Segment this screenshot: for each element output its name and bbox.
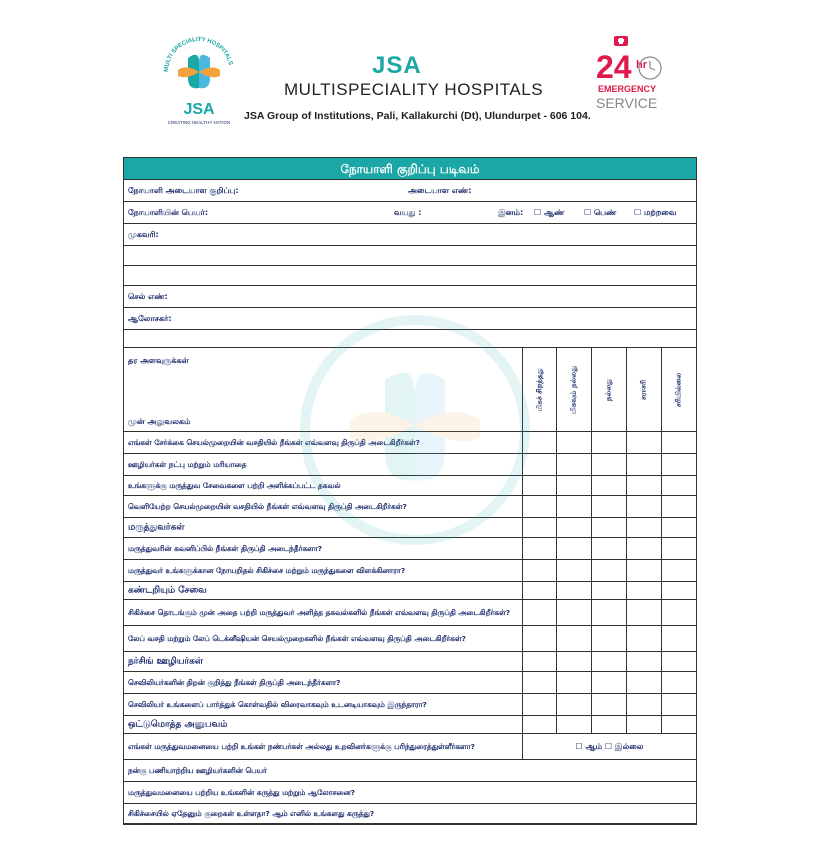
col-poor: சரியில்லை: [661, 348, 696, 431]
gender-option-other[interactable]: ☐ மற்றவை: [634, 207, 677, 217]
age-label: வயது :: [394, 207, 422, 217]
emergency-number: 24: [596, 49, 632, 85]
hospital-logo: [158, 30, 240, 130]
question-row-recommend[interactable]: எங்கள் மருத்துவமனையை பற்றி உங்கள் நண்பர்கள் அல்லது உறவினர்களுக்கு பரிந்துரைத்துள்ளீர்களா? ☐ ஆம் ☐ இல்லை: [124, 734, 696, 760]
quality-label: தர அளவுருக்கள்: [128, 356, 189, 365]
form-title: நோயாளி குறிப்பு படிவம்: [124, 158, 696, 180]
address-line-2[interactable]: [124, 246, 696, 266]
gender-option-female[interactable]: ☐ பெண்: [584, 207, 617, 217]
address-label: முகவரி:: [128, 229, 159, 239]
question-row-feedback[interactable]: மருத்துவமனையை பற்றிய உங்களின் கருத்து மற்றும் ஆலோசனை?: [124, 782, 696, 804]
section-doctors: மருத்துவர்கள்: [124, 518, 696, 538]
emergency-service-word: SERVICE: [596, 95, 658, 111]
patient-id-label: நோயாளி அடையாள குறிப்பு:: [128, 185, 239, 195]
gender-option-male[interactable]: ☐ ஆண்: [534, 207, 565, 217]
gender-label: இனம்:: [498, 207, 524, 217]
col-good: நல்லது: [591, 348, 626, 431]
question-row[interactable]: செவிலியர் உங்களைப் பார்த்துக் கொள்வதில் விரைவாகவும் உடனடியாகவும் இருந்தாரா?: [124, 694, 696, 716]
consultant-label: ஆலோசகர்:: [128, 313, 172, 323]
feedback-form: [123, 157, 697, 825]
question-row[interactable]: எங்கள் சேர்க்கை செயல்முறையின் வசதியில் நீங்கள் எவ்வளவு திருப்தி அடைகிறீர்கள்?: [124, 432, 696, 454]
brand-full: MULTISPECIALITY HOSPITALS: [284, 80, 544, 99]
question-row[interactable]: மருத்துவரின் கவனிப்பில் நீங்கள் திருப்தி அடைந்தீர்களா?: [124, 538, 696, 560]
emergency-word: EMERGENCY: [598, 84, 657, 94]
col-average: சராசரி: [626, 348, 661, 431]
question-row[interactable]: செவிலியர்களின் திறன் குறித்து நீங்கள் திருப்தி அடைந்தீர்களா?: [124, 672, 696, 694]
logo-tagline: CREATING HEALTHY NATION: [167, 120, 231, 125]
phone-row[interactable]: [124, 286, 696, 308]
section-diagnostic: கண்டறியும் சேவை: [124, 582, 696, 600]
section-nursing: நர்சிங் ஊழியர்கள்: [124, 652, 696, 672]
question-row[interactable]: வெளியேற்ற செயல்முறையின் வசதியில் நீங்கள் எவ்வளவு திருப்தி அடைகிறீர்கள்?: [124, 496, 696, 518]
rating-header: [124, 348, 696, 432]
logo-name: JSA: [183, 101, 215, 118]
address-row[interactable]: [124, 224, 696, 246]
section-overall: ஒட்டுமொத்த அனுபவம்: [124, 716, 696, 734]
question-row[interactable]: ஊழியர்கள் நட்பு மற்றும் மரியாதை: [124, 454, 696, 476]
patient-name-row[interactable]: [124, 202, 696, 224]
question-row-staff-name[interactable]: நன்கு பணியாற்றிய ஊழியர்களின் பெயர்: [124, 760, 696, 782]
emergency-unit: hr: [636, 59, 647, 71]
patient-name-label: நோயாளியின் பெயர்:: [128, 207, 209, 217]
blank-row: [124, 330, 696, 348]
consultant-row[interactable]: [124, 308, 696, 330]
col-excellent: மிகச் சிறந்தது: [522, 348, 556, 431]
question-row[interactable]: சிகிச்சை தொடங்கும் முன் அதை பற்றி மருத்துவர் அளித்த தகவல்களில் நீங்கள் எவ்வளவு திருப்தி அடைகிறீர்கள்?: [124, 600, 696, 626]
front-office-label: முன் அலுவலகம்: [128, 417, 191, 426]
question-row-complaints[interactable]: சிகிச்சையில் ஏதேனும் குறைகள் உள்ளதா? ஆம் எனில் உங்களது கருத்து?: [124, 804, 696, 824]
phone-label: செல் எண்:: [128, 291, 168, 301]
yes-no-options[interactable]: ☐ ஆம் ☐ இல்லை: [522, 734, 696, 759]
col-very-good: மிகவும் நல்லது: [556, 348, 591, 431]
patient-id-row[interactable]: [124, 180, 696, 202]
brand-short: JSA: [372, 52, 422, 79]
logo-ring-text: MULTI SPECIALITY HOSPITALS: [163, 36, 234, 73]
id-number-label: அடையாள எண்:: [408, 185, 472, 195]
page-header: [0, 0, 820, 150]
question-row[interactable]: லேப் வசதி மற்றும் லேப் டெக்னீஷியன் செயல்முறைகளில் நீங்கள் எவ்வளவு திருப்தி அடைகிறீர்கள்?: [124, 626, 696, 652]
question-row[interactable]: மருத்துவர் உங்களுக்கான நோயறிதல் சிகிச்சை மற்றும் மருந்துகளை விளக்கினாரா?: [124, 560, 696, 582]
address-line-3[interactable]: [124, 266, 696, 286]
hospital-address: JSA Group of Institutions, Pali, Kallakurchi (Dt), Ulundurpet - 606 104.: [244, 110, 591, 122]
question-row[interactable]: உங்களுக்கு மருத்துவ சேவைகளை பற்றி அளிக்கப்பட்ட தகவல்: [124, 476, 696, 496]
emergency-service-logo: [592, 34, 672, 114]
